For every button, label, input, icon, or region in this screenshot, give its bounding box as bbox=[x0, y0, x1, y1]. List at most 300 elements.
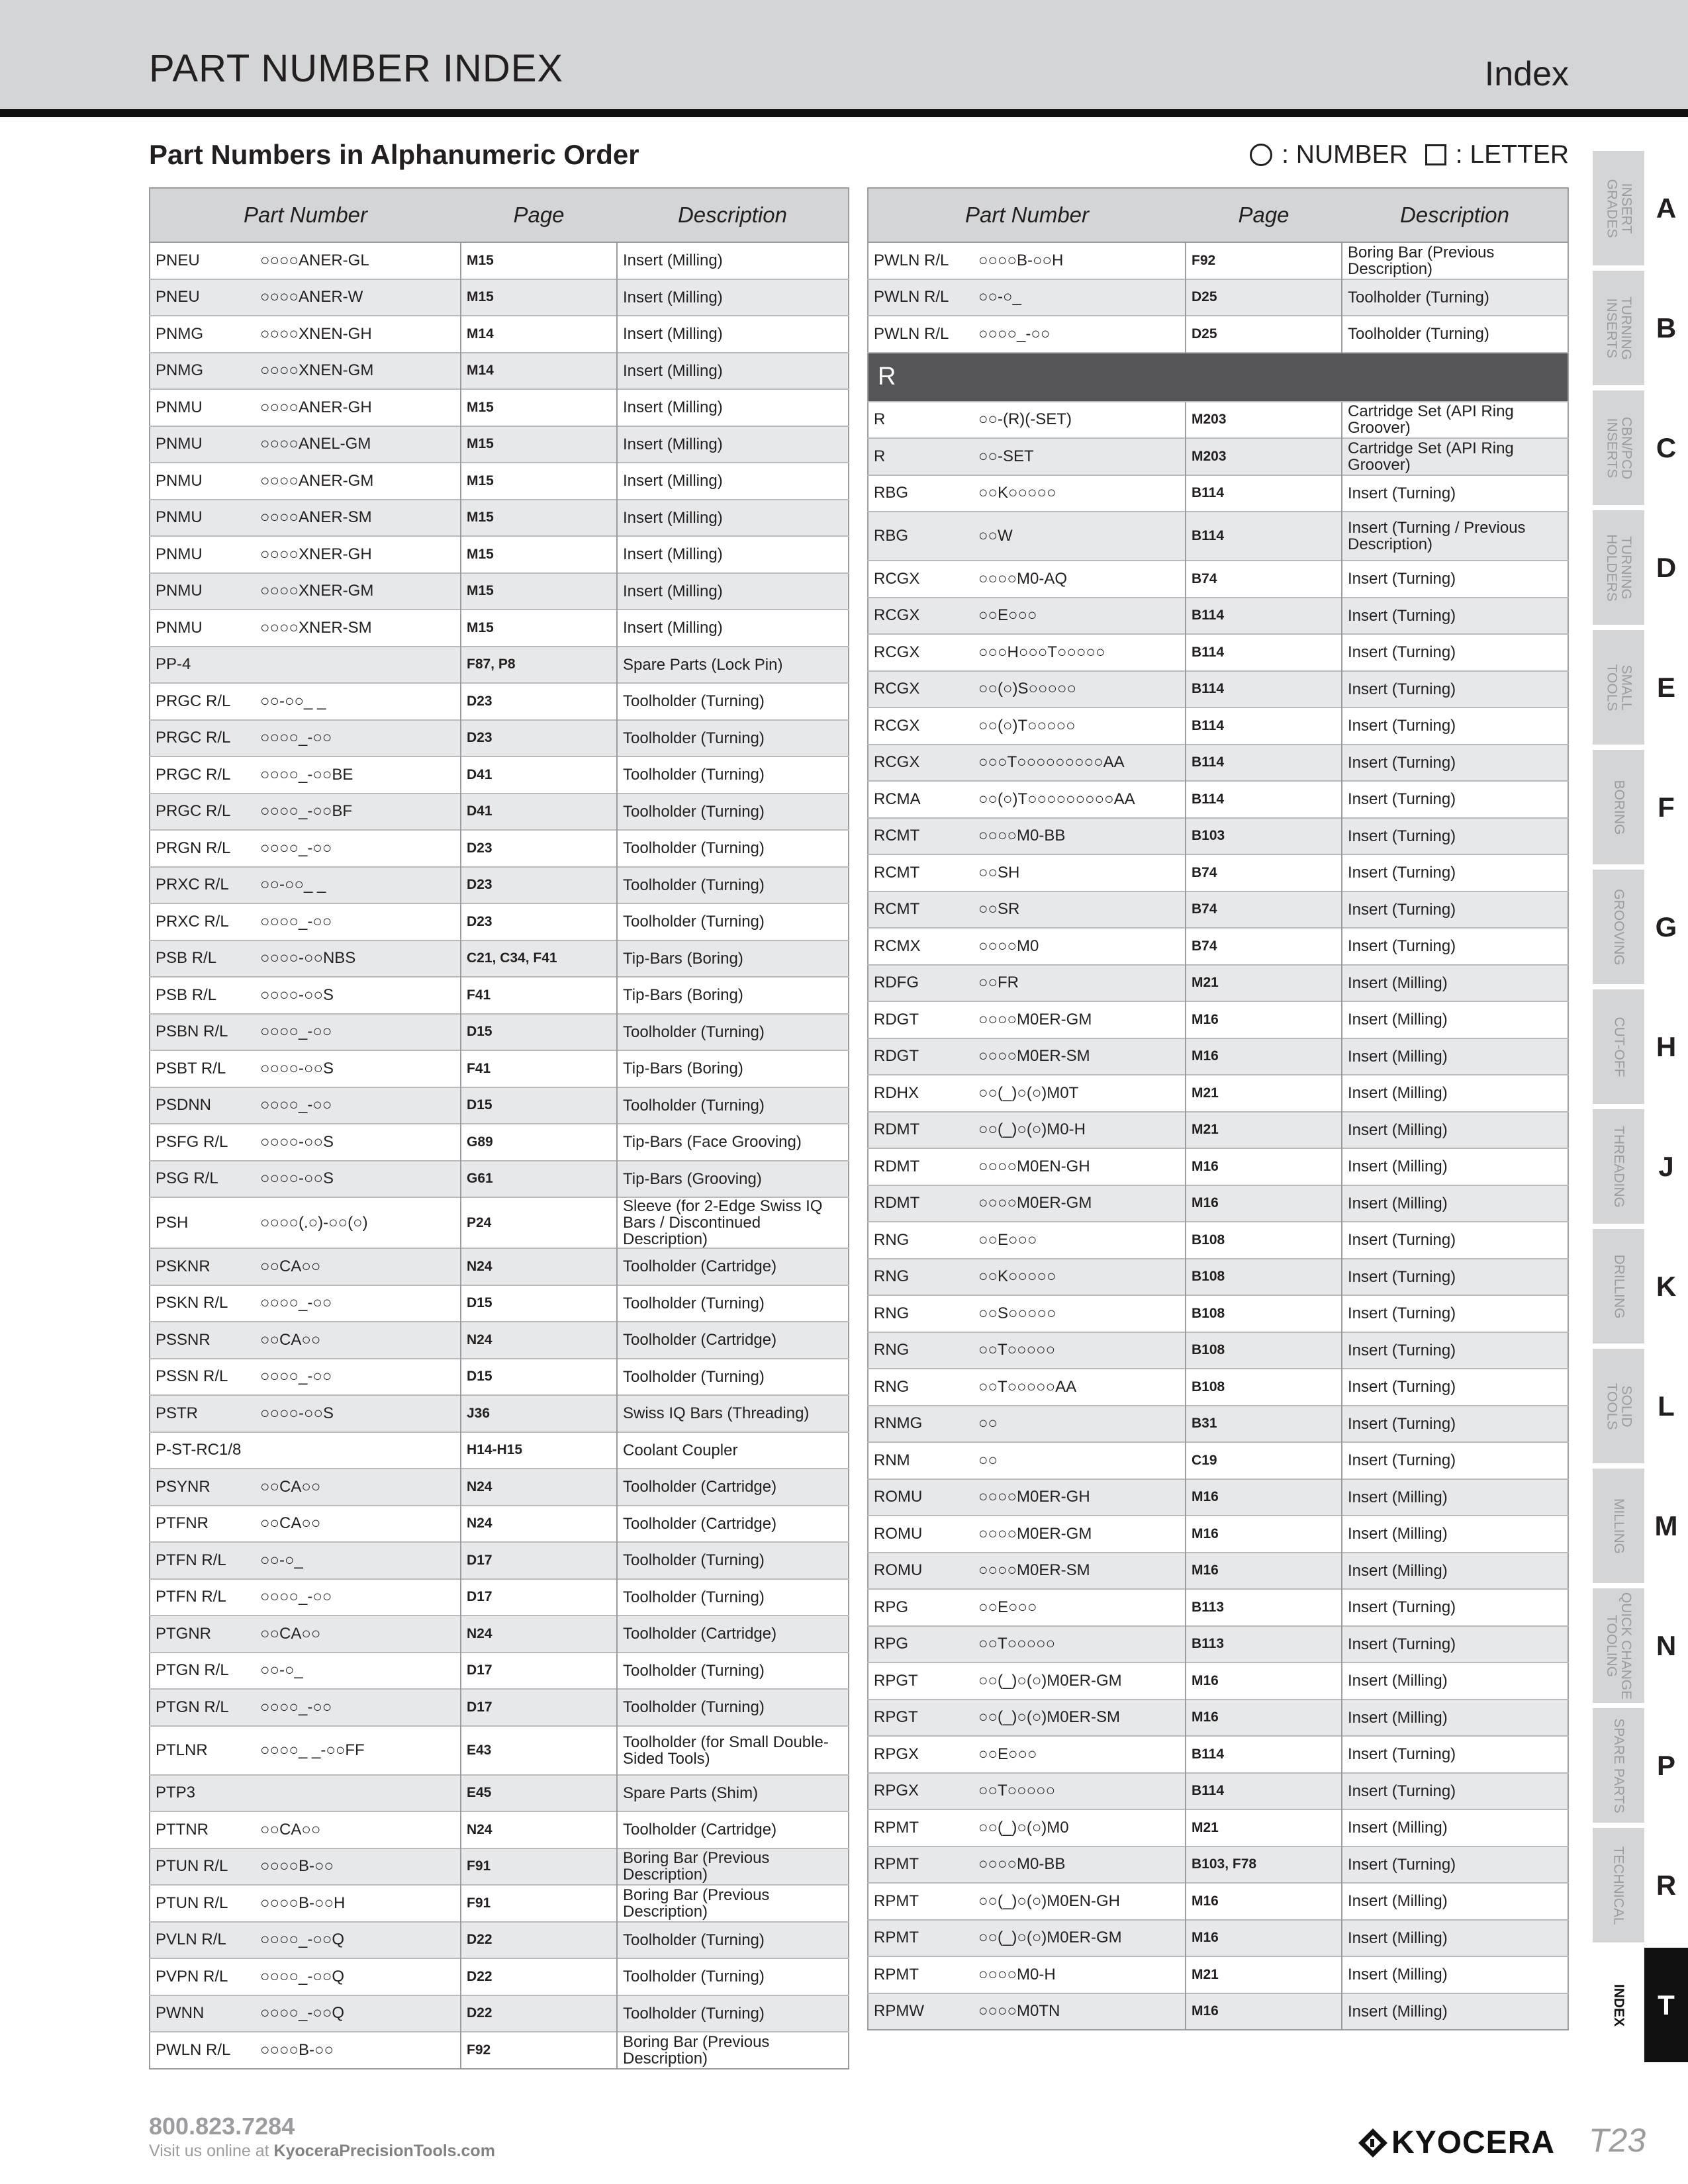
tab-letter: N bbox=[1644, 1588, 1688, 1703]
part-suffix: ○○○○M0TN bbox=[978, 2002, 1060, 2021]
page-ref-cell[interactable]: M203 bbox=[1186, 438, 1342, 475]
page-ref-cell[interactable]: B114 bbox=[1186, 1773, 1342, 1810]
table-row bbox=[150, 1014, 849, 1051]
part-suffix: ○○ bbox=[978, 1451, 998, 1469]
page-ref-cell[interactable]: N24 bbox=[461, 1469, 617, 1506]
page-ref-cell[interactable]: M21 bbox=[1186, 1112, 1342, 1149]
part-number-cell bbox=[150, 426, 461, 463]
part-prefix: PSFG R/L bbox=[156, 1132, 228, 1151]
table-row bbox=[868, 1773, 1568, 1810]
part-suffix: ○○○○M0-BB bbox=[978, 1855, 1066, 1874]
page-ref-cell[interactable]: D22 bbox=[461, 1922, 617, 1959]
part-prefix: PTGN R/L bbox=[156, 1698, 229, 1716]
tab-label-wrap bbox=[1593, 271, 1644, 385]
part-prefix: RCMA bbox=[874, 790, 921, 808]
tab-label: THREADING bbox=[1611, 1125, 1626, 1208]
part-number-cell bbox=[150, 1161, 461, 1198]
page-ref-cell[interactable]: D15 bbox=[461, 1285, 617, 1322]
table-row bbox=[150, 1248, 849, 1285]
tab-label: DRILLING bbox=[1611, 1254, 1627, 1318]
page-ref-cell[interactable]: B114 bbox=[1186, 598, 1342, 635]
part-prefix: PRGN R/L bbox=[156, 839, 231, 857]
tab-a[interactable] bbox=[1593, 151, 1688, 265]
part-prefix: PNMU bbox=[156, 435, 203, 453]
part-number-cell bbox=[868, 1736, 1186, 1773]
part-suffix: ○○E○○○ bbox=[978, 1230, 1037, 1249]
tab-letter: H bbox=[1644, 989, 1688, 1104]
page-ref-cell[interactable]: B108 bbox=[1186, 1332, 1342, 1369]
part-suffix: ○○○○XNER-GH bbox=[260, 545, 372, 563]
page-ref-cell[interactable]: H14-H15 bbox=[461, 1432, 617, 1469]
tab-l[interactable] bbox=[1593, 1349, 1688, 1463]
page-ref-cell[interactable]: P24 bbox=[461, 1197, 617, 1248]
part-prefix: PWLN R/L bbox=[874, 324, 949, 343]
table-row bbox=[150, 1579, 849, 1616]
part-number-cell bbox=[150, 1958, 461, 1995]
part-number-cell bbox=[150, 1322, 461, 1359]
part-suffix: ○○-SET bbox=[978, 447, 1034, 465]
part-suffix: ○○(_)○(○)M0ER-GM bbox=[978, 1929, 1122, 1947]
part-number-cell bbox=[150, 1285, 461, 1322]
part-prefix: RPMW bbox=[874, 2002, 924, 2021]
part-prefix: PTGNR bbox=[156, 1624, 211, 1643]
page-ref-cell[interactable]: B74 bbox=[1186, 854, 1342, 891]
table-row bbox=[868, 316, 1568, 353]
page-ref-cell[interactable]: D22 bbox=[461, 1958, 617, 1995]
description-cell: Spare Parts (Lock Pin) bbox=[617, 647, 849, 684]
part-prefix: RBG bbox=[874, 527, 909, 545]
page-ref-cell[interactable]: D17 bbox=[461, 1542, 617, 1579]
tab-g[interactable] bbox=[1593, 870, 1688, 984]
description-cell: Sleeve (for 2-Edge Swiss IQ Bars / Discontinued Description) bbox=[617, 1197, 849, 1248]
tab-letter: A bbox=[1644, 151, 1688, 265]
description-cell: Toolholder (Turning) bbox=[617, 1995, 849, 2032]
description-cell: Toolholder (Cartridge) bbox=[617, 1469, 849, 1506]
part-number-cell bbox=[868, 1626, 1186, 1663]
part-number-cell bbox=[868, 316, 1186, 353]
part-prefix: ROMU bbox=[874, 1524, 923, 1543]
page-ref-cell[interactable]: B114 bbox=[1186, 634, 1342, 671]
page-ref-cell[interactable]: F92 bbox=[461, 2032, 617, 2069]
table-row bbox=[868, 745, 1568, 782]
table-row bbox=[868, 1112, 1568, 1149]
tab-label-wrap bbox=[1593, 989, 1644, 1104]
page-ref-cell[interactable]: B113 bbox=[1186, 1589, 1342, 1626]
table-row bbox=[868, 1553, 1568, 1590]
page-ref-cell[interactable]: D41 bbox=[461, 756, 617, 794]
part-number-cell bbox=[868, 745, 1186, 782]
part-suffix: ○○CA○○ bbox=[260, 1820, 321, 1839]
part-number-cell bbox=[868, 1001, 1186, 1038]
description-cell: Toolholder (Turning) bbox=[617, 756, 849, 794]
page-ref-cell[interactable]: M203 bbox=[1186, 402, 1342, 439]
description-cell: Insert (Turning) bbox=[1342, 1589, 1568, 1626]
page-ref-cell[interactable]: M16 bbox=[1186, 1662, 1342, 1700]
description-cell: Toolholder (Turning) bbox=[617, 1653, 849, 1690]
page-ref-cell[interactable]: M15 bbox=[461, 536, 617, 573]
page-ref-cell[interactable]: M16 bbox=[1186, 1553, 1342, 1590]
part-suffix: ○○○○_ _-○○FF bbox=[260, 1741, 365, 1759]
description-cell: Insert (Milling) bbox=[1342, 1185, 1568, 1222]
page-ref-cell[interactable]: M16 bbox=[1186, 1700, 1342, 1737]
part-number-cell bbox=[868, 928, 1186, 965]
part-prefix: PSKNR bbox=[156, 1257, 211, 1275]
table-row bbox=[868, 1442, 1568, 1479]
table-row bbox=[150, 1848, 849, 1886]
page-ref-cell[interactable]: N24 bbox=[461, 1615, 617, 1653]
table-row bbox=[150, 1726, 849, 1775]
page-ref-cell[interactable]: C21, C34, F41 bbox=[461, 940, 617, 978]
description-cell: Insert (Turning) bbox=[1342, 1736, 1568, 1773]
page-ref-cell[interactable]: D15 bbox=[461, 1014, 617, 1051]
part-number-cell bbox=[868, 891, 1186, 929]
table-row bbox=[150, 2032, 849, 2069]
tab-letter: B bbox=[1644, 271, 1688, 385]
part-suffix: ○○○○M0-AQ bbox=[978, 569, 1067, 588]
part-suffix: ○○T○○○○○ bbox=[978, 1635, 1056, 1653]
tab-label: INSERT GRADES bbox=[1604, 179, 1634, 238]
page-ref-cell[interactable]: J36 bbox=[461, 1395, 617, 1432]
tab-d[interactable] bbox=[1593, 510, 1688, 625]
tab-r[interactable] bbox=[1593, 1828, 1688, 1942]
part-suffix: ○○○○-○○S bbox=[260, 1404, 334, 1422]
page-ref-cell[interactable]: D22 bbox=[461, 1995, 617, 2032]
part-suffix: ○○○○M0ER-GM bbox=[978, 1010, 1092, 1028]
page-ref-cell[interactable]: M15 bbox=[461, 279, 617, 316]
part-prefix: PWLN R/L bbox=[156, 2040, 231, 2059]
page-ref-cell[interactable]: M16 bbox=[1186, 1920, 1342, 1957]
description-cell: Tip-Bars (Grooving) bbox=[617, 1161, 849, 1198]
table-row bbox=[150, 867, 849, 904]
section-name: Index bbox=[1484, 55, 1569, 93]
page-ref-cell[interactable]: M16 bbox=[1186, 1993, 1342, 2030]
part-prefix: PWLN R/L bbox=[874, 288, 949, 306]
page-ref-cell[interactable]: M21 bbox=[1186, 1956, 1342, 1993]
part-number-cell bbox=[150, 1395, 461, 1432]
page-ref-cell[interactable]: M15 bbox=[461, 610, 617, 647]
page-ref-cell[interactable]: M15 bbox=[461, 500, 617, 537]
part-prefix: PWLN R/L bbox=[874, 251, 949, 269]
page-ref-cell[interactable]: F91 bbox=[461, 1885, 617, 1922]
page-ref-cell[interactable]: M21 bbox=[1186, 1809, 1342, 1846]
part-suffix: ○○T○○○○○AA bbox=[978, 1377, 1077, 1396]
description-cell: Boring Bar (Previous Description) bbox=[617, 2032, 849, 2069]
page-ref-cell[interactable]: F87, P8 bbox=[461, 647, 617, 684]
page-ref-cell[interactable]: F92 bbox=[1186, 242, 1342, 279]
page-ref-cell[interactable]: D15 bbox=[461, 1087, 617, 1124]
part-prefix: RCMT bbox=[874, 863, 920, 882]
description-cell: Insert (Milling) bbox=[1342, 1993, 1568, 2030]
table-subtitle: Part Numbers in Alphanumeric Order bbox=[149, 139, 639, 170]
page-ref-cell[interactable]: B108 bbox=[1186, 1369, 1342, 1406]
page-ref-cell[interactable]: F91 bbox=[461, 1848, 617, 1886]
tab-letter: D bbox=[1644, 510, 1688, 625]
page-ref-cell[interactable]: D17 bbox=[461, 1689, 617, 1726]
part-prefix: RPGT bbox=[874, 1708, 918, 1727]
page-ref-cell[interactable]: M15 bbox=[461, 463, 617, 500]
page-ref-cell[interactable]: B74 bbox=[1186, 891, 1342, 929]
part-suffix: ○○○○_-○○ bbox=[260, 1294, 332, 1312]
part-prefix: PNMU bbox=[156, 545, 203, 563]
description-cell: Toolholder (Turning) bbox=[617, 1689, 849, 1726]
table-row bbox=[868, 475, 1568, 512]
part-number-cell bbox=[868, 1112, 1186, 1149]
tab-label: QUICK CHANGE TOOLING bbox=[1604, 1592, 1634, 1700]
part-suffix: ○○○○M0ER-GH bbox=[978, 1488, 1090, 1506]
page-ref-cell[interactable]: M16 bbox=[1186, 1516, 1342, 1553]
part-suffix: ○○SR bbox=[978, 900, 1020, 919]
part-prefix: PTP3 bbox=[156, 1784, 196, 1802]
description-cell: Insert (Milling) bbox=[617, 500, 849, 537]
part-prefix: RCGX bbox=[874, 680, 920, 698]
page-ref-cell[interactable]: E45 bbox=[461, 1775, 617, 1812]
part-number-cell bbox=[868, 1993, 1186, 2030]
tab-letter: C bbox=[1644, 390, 1688, 505]
section-tabs bbox=[1593, 151, 1688, 2068]
page-ref-cell[interactable]: M14 bbox=[461, 353, 617, 390]
page-ref-cell[interactable]: D25 bbox=[1186, 279, 1342, 316]
page-ref-cell[interactable]: D23 bbox=[461, 830, 617, 867]
part-suffix: ○○(○)T○○○○○ bbox=[978, 716, 1076, 735]
part-number-cell bbox=[868, 1700, 1186, 1737]
page-ref-cell[interactable]: D23 bbox=[461, 720, 617, 757]
tab-h[interactable] bbox=[1593, 989, 1688, 1104]
brand-name: KYOCERA bbox=[1391, 2125, 1556, 2160]
part-number-cell bbox=[868, 1222, 1186, 1259]
page-ref-cell[interactable]: M14 bbox=[461, 316, 617, 353]
page-ref-cell[interactable]: B108 bbox=[1186, 1259, 1342, 1296]
part-number-cell bbox=[150, 977, 461, 1014]
table-row bbox=[868, 965, 1568, 1002]
tab-letter: L bbox=[1644, 1349, 1688, 1463]
description-cell: Toolholder (Turning) bbox=[617, 1014, 849, 1051]
description-cell: Boring Bar (Previous Description) bbox=[617, 1848, 849, 1886]
table-row bbox=[868, 598, 1568, 635]
part-suffix: ○○○○-○○NBS bbox=[260, 949, 356, 968]
description-cell: Cartridge Set (API Ring Groover) bbox=[1342, 402, 1568, 439]
part-prefix: PTTNR bbox=[156, 1820, 209, 1839]
description-cell: Insert (Turning) bbox=[1342, 475, 1568, 512]
page-ref-cell[interactable]: D25 bbox=[1186, 316, 1342, 353]
page-ref-cell[interactable]: M16 bbox=[1186, 1001, 1342, 1038]
page-ref-cell[interactable]: B74 bbox=[1186, 928, 1342, 965]
page-ref-cell[interactable]: D17 bbox=[461, 1579, 617, 1616]
page-ref-cell[interactable]: B103 bbox=[1186, 818, 1342, 855]
part-number-cell bbox=[868, 1846, 1186, 1884]
part-number-cell bbox=[150, 242, 461, 279]
symbol-legend bbox=[1250, 140, 1569, 169]
part-prefix: RCGX bbox=[874, 643, 920, 661]
part-number-cell bbox=[868, 707, 1186, 745]
page-ref-cell[interactable]: B108 bbox=[1186, 1295, 1342, 1332]
page-ref-cell[interactable]: M16 bbox=[1186, 1038, 1342, 1075]
part-prefix: PNMU bbox=[156, 618, 203, 637]
description-cell: Insert (Turning) bbox=[1342, 1846, 1568, 1884]
page-ref-cell[interactable]: B74 bbox=[1186, 561, 1342, 598]
table-row bbox=[868, 1920, 1568, 1957]
part-number-cell bbox=[868, 279, 1186, 316]
table-row bbox=[868, 279, 1568, 316]
table-row bbox=[150, 647, 849, 684]
page-ref-cell[interactable]: B114 bbox=[1186, 707, 1342, 745]
page-ref-cell[interactable]: D41 bbox=[461, 794, 617, 831]
part-prefix: PSSNR bbox=[156, 1330, 211, 1349]
description-cell: Swiss IQ Bars (Threading) bbox=[617, 1395, 849, 1432]
part-suffix: ○○T○○○○○ bbox=[978, 1341, 1056, 1359]
table-row bbox=[868, 1185, 1568, 1222]
part-number-cell bbox=[868, 438, 1186, 475]
table-row bbox=[150, 1885, 849, 1922]
page-ref-cell[interactable]: N24 bbox=[461, 1322, 617, 1359]
table-row bbox=[868, 634, 1568, 671]
page-ref-cell[interactable]: B108 bbox=[1186, 1222, 1342, 1259]
tab-label: SPARE PARTS bbox=[1611, 1717, 1627, 1813]
page-ref-cell[interactable]: D17 bbox=[461, 1653, 617, 1690]
page-ref-cell[interactable]: F41 bbox=[461, 1050, 617, 1087]
tab-m[interactable] bbox=[1593, 1469, 1688, 1583]
description-cell: Insert (Turning) bbox=[1342, 1442, 1568, 1479]
part-prefix: RPMT bbox=[874, 1855, 919, 1874]
description-cell: Cartridge Set (API Ring Groover) bbox=[1342, 438, 1568, 475]
page-ref-cell[interactable]: B114 bbox=[1186, 745, 1342, 782]
description-cell: Insert (Turning) bbox=[1342, 854, 1568, 891]
table-row bbox=[868, 1222, 1568, 1259]
page-ref-cell[interactable]: M15 bbox=[461, 389, 617, 426]
part-number-cell bbox=[150, 940, 461, 978]
tab-n[interactable] bbox=[1593, 1588, 1688, 1703]
part-suffix: ○○E○○○ bbox=[978, 1745, 1037, 1763]
part-prefix: P-ST-RC1/8 bbox=[156, 1441, 242, 1459]
part-suffix: ○○○T○○○○○○○○○AA bbox=[978, 753, 1125, 772]
footer-website-link[interactable]: KyoceraPrecisionTools.com bbox=[273, 2142, 495, 2160]
part-number-cell bbox=[150, 720, 461, 757]
description-cell: Toolholder (Turning) bbox=[617, 683, 849, 720]
part-number-cell bbox=[150, 1579, 461, 1616]
description-cell: Insert (Milling) bbox=[617, 242, 849, 279]
tab-b[interactable] bbox=[1593, 271, 1688, 385]
table-row bbox=[868, 1993, 1568, 2030]
tab-letter: G bbox=[1644, 870, 1688, 984]
page-ref-cell[interactable]: B114 bbox=[1186, 781, 1342, 818]
page-ref-cell[interactable]: G89 bbox=[461, 1124, 617, 1161]
part-prefix: PSKN R/L bbox=[156, 1294, 228, 1312]
page-ref-cell[interactable]: B114 bbox=[1186, 1736, 1342, 1773]
part-table-left bbox=[149, 187, 849, 2070]
tab-letter: E bbox=[1644, 630, 1688, 745]
table-row bbox=[150, 1161, 849, 1198]
description-cell: Insert (Turning) bbox=[1342, 707, 1568, 745]
part-number-cell bbox=[150, 389, 461, 426]
page-ref-cell[interactable]: N24 bbox=[461, 1811, 617, 1848]
part-suffix: ○○○H○○○T○○○○○ bbox=[978, 643, 1105, 661]
tab-p[interactable] bbox=[1593, 1708, 1688, 1823]
page-ref-cell[interactable]: B31 bbox=[1186, 1406, 1342, 1443]
table-row bbox=[150, 940, 849, 978]
tab-c[interactable] bbox=[1593, 390, 1688, 505]
description-cell: Insert (Milling) bbox=[1342, 1809, 1568, 1846]
tab-k[interactable] bbox=[1593, 1229, 1688, 1343]
page-ref-cell[interactable]: M15 bbox=[461, 573, 617, 610]
description-cell: Insert (Milling) bbox=[1342, 1516, 1568, 1553]
page-ref-cell[interactable]: B103, F78 bbox=[1186, 1846, 1342, 1884]
part-prefix: RNG bbox=[874, 1377, 910, 1396]
page-ref-cell[interactable]: C19 bbox=[1186, 1442, 1342, 1479]
part-prefix: RDMT bbox=[874, 1157, 920, 1175]
tab-label: TURNING INSERTS bbox=[1604, 296, 1634, 360]
section-letter: R bbox=[868, 353, 1568, 402]
page-ref-cell[interactable]: N24 bbox=[461, 1248, 617, 1285]
page-ref-cell[interactable]: D23 bbox=[461, 903, 617, 940]
page-ref-cell[interactable]: D23 bbox=[461, 867, 617, 904]
page-ref-cell[interactable]: B114 bbox=[1186, 512, 1342, 561]
page-ref-cell[interactable]: B114 bbox=[1186, 475, 1342, 512]
description-cell: Insert (Turning) bbox=[1342, 1406, 1568, 1443]
description-cell: Boring Bar (Previous Description) bbox=[617, 1885, 849, 1922]
part-prefix: RDMT bbox=[874, 1120, 920, 1139]
page-ref-cell[interactable]: M15 bbox=[461, 242, 617, 279]
part-number-cell bbox=[868, 1369, 1186, 1406]
page-ref-cell[interactable]: M16 bbox=[1186, 1479, 1342, 1516]
page-ref-cell[interactable]: M21 bbox=[1186, 1075, 1342, 1112]
part-number-cell bbox=[868, 1185, 1186, 1222]
table-row bbox=[150, 536, 849, 573]
table-row bbox=[868, 1295, 1568, 1332]
page-ref-cell[interactable]: D15 bbox=[461, 1359, 617, 1396]
table-row bbox=[868, 1516, 1568, 1553]
table-row bbox=[868, 1589, 1568, 1626]
part-number-cell bbox=[150, 316, 461, 353]
tab-j[interactable] bbox=[1593, 1109, 1688, 1224]
part-number-cell bbox=[150, 1359, 461, 1396]
page-ref-cell[interactable]: G61 bbox=[461, 1161, 617, 1198]
description-cell: Insert (Milling) bbox=[1342, 1662, 1568, 1700]
col-header-description: Description bbox=[617, 188, 849, 242]
page-ref-cell[interactable]: D23 bbox=[461, 683, 617, 720]
part-number-cell bbox=[150, 1995, 461, 2032]
part-suffix: ○○○○XNEN-GM bbox=[260, 361, 374, 380]
page-ref-cell[interactable]: M21 bbox=[1186, 965, 1342, 1002]
part-prefix: RCGX bbox=[874, 753, 920, 772]
page-ref-cell[interactable]: M16 bbox=[1186, 1148, 1342, 1185]
page-ref-cell[interactable]: B114 bbox=[1186, 671, 1342, 708]
part-number-cell bbox=[150, 573, 461, 610]
description-cell: Tip-Bars (Face Grooving) bbox=[617, 1124, 849, 1161]
tab-label: MILLING bbox=[1611, 1498, 1626, 1554]
part-prefix: RCGX bbox=[874, 606, 920, 625]
table-row bbox=[868, 1148, 1568, 1185]
part-prefix: RDMT bbox=[874, 1194, 920, 1212]
part-suffix: ○○○○ANER-GL bbox=[260, 251, 369, 269]
page-ref-cell[interactable]: B113 bbox=[1186, 1626, 1342, 1663]
table-row bbox=[150, 1432, 849, 1469]
page-ref-cell[interactable]: E43 bbox=[461, 1726, 617, 1775]
part-suffix: ○○S○○○○○ bbox=[978, 1304, 1056, 1322]
page-ref-cell[interactable]: M16 bbox=[1186, 1185, 1342, 1222]
page-ref-cell[interactable]: N24 bbox=[461, 1506, 617, 1543]
table-row bbox=[150, 1615, 849, 1653]
page-ref-cell[interactable]: M15 bbox=[461, 426, 617, 463]
part-prefix: RPMT bbox=[874, 1965, 919, 1983]
page-ref-cell[interactable]: M16 bbox=[1186, 1883, 1342, 1920]
page-ref-cell[interactable]: F41 bbox=[461, 977, 617, 1014]
description-cell: Insert (Milling) bbox=[1342, 1883, 1568, 1920]
part-suffix: ○○○○ANER-GH bbox=[260, 398, 372, 416]
table-row bbox=[150, 1050, 849, 1087]
tab-f[interactable] bbox=[1593, 750, 1688, 864]
part-prefix: PRXC R/L bbox=[156, 876, 229, 894]
tab-t[interactable] bbox=[1593, 1948, 1688, 2062]
tab-e[interactable] bbox=[1593, 630, 1688, 745]
